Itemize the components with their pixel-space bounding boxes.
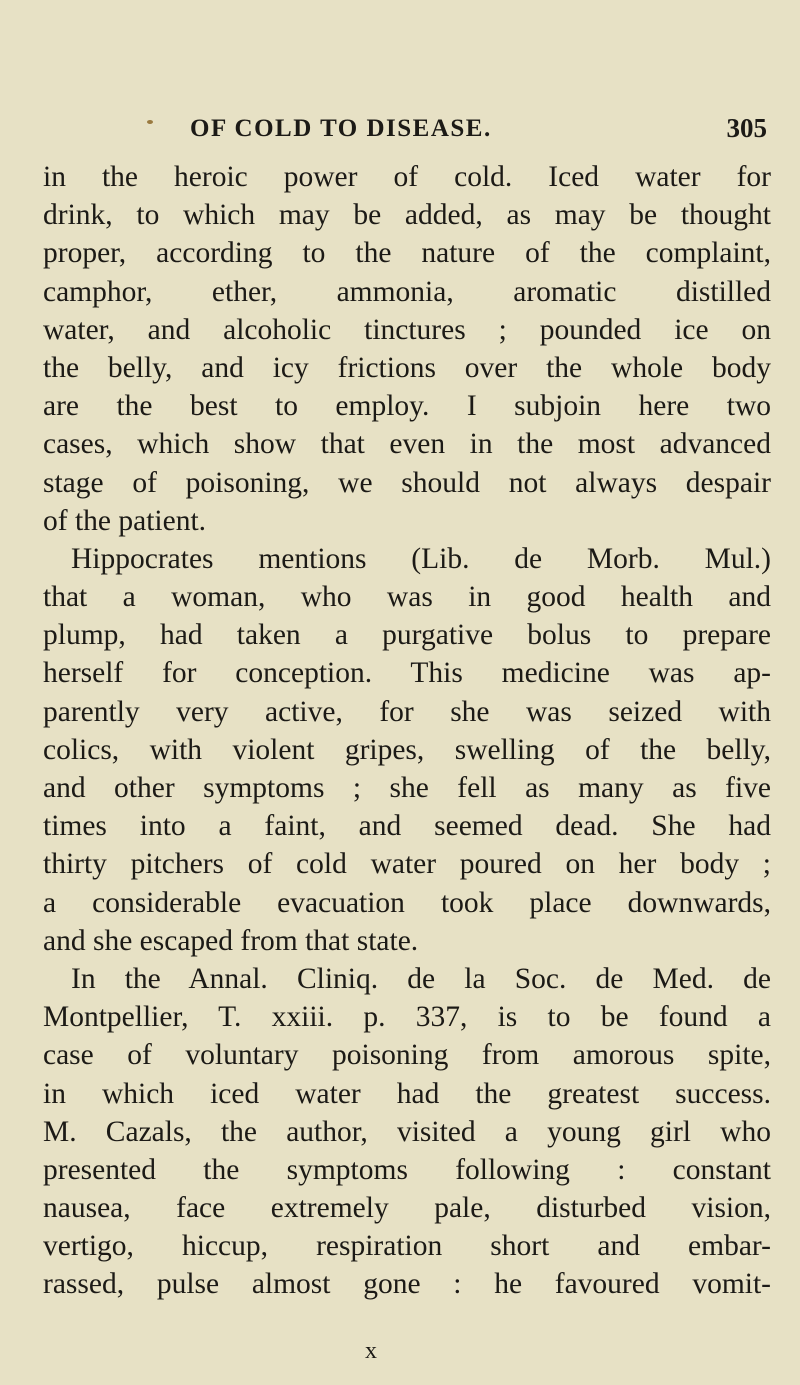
text-line: nausea, face extremely pale, disturbed vision, [43, 1192, 771, 1225]
text-line: parently very active, for she was seized with [43, 695, 771, 728]
text-line: of the patient. [43, 504, 207, 537]
page-body [43, 158, 771, 1304]
text-line: vertigo, hiccup, respiration short and embar- [43, 1230, 771, 1263]
text-line: drink, to which may be added, as may be thought [43, 199, 771, 232]
text-line: that a woman, who was in good health and [43, 581, 771, 614]
text-line: camphor, ether, ammonia, aromatic distilled [43, 275, 771, 308]
text-line: are the best to employ. I subjoin here two [43, 390, 771, 423]
text-line: and she escaped from that state. [43, 924, 419, 957]
text-line: Montpellier, T. xxiii. p. 337, is to be found a [43, 1001, 771, 1034]
text-line: In the Annal. Cliniq. de la Soc. de Med. de [71, 962, 771, 995]
text-line: herself for conception. This medicine was ap- [43, 657, 771, 690]
text-line: presented the symptoms following : constant [43, 1153, 771, 1186]
text-line: and other symptoms ; she fell as many as five [43, 772, 771, 804]
text-line: in the heroic power of cold. Iced water for [43, 161, 771, 193]
text-line: proper, according to the nature of the complaint, [43, 237, 771, 270]
page-number: 305 [726, 113, 767, 143]
ink-spot [147, 120, 153, 124]
text-line: Hippocrates mentions (Lib. de Morb. Mul.) [71, 542, 771, 575]
text-line: rassed, pulse almost gone : he favoured vomit- [43, 1268, 771, 1301]
text-line: case of voluntary poisoning from amorous spite, [43, 1039, 771, 1072]
text-line: plump, had taken a purgative bolus to prepare [43, 619, 771, 652]
text-line: in which iced water had the greatest success. [43, 1077, 771, 1110]
text-line: colics, with violent gripes, swelling of the belly, [43, 733, 771, 766]
running-title: OF COLD TO DISEASE. [190, 115, 492, 142]
text-line: stage of poisoning, we should not always despair [43, 466, 771, 499]
text-line: a considerable evacuation took place downwards, [43, 886, 771, 919]
signature-mark: x [365, 1338, 377, 1364]
running-header [190, 115, 767, 149]
text-line: cases, which show that even in the most advanced [43, 428, 771, 461]
text-line: water, and alcoholic tinctures ; pounded ice on [43, 313, 771, 346]
text-line: the belly, and icy frictions over the whole body [43, 351, 771, 384]
text-line: times into a faint, and seemed dead. She had [43, 810, 771, 843]
text-line: thirty pitchers of cold water poured on her body ; [43, 848, 771, 881]
text-line: M. Cazals, the author, visited a young girl who [43, 1115, 771, 1148]
